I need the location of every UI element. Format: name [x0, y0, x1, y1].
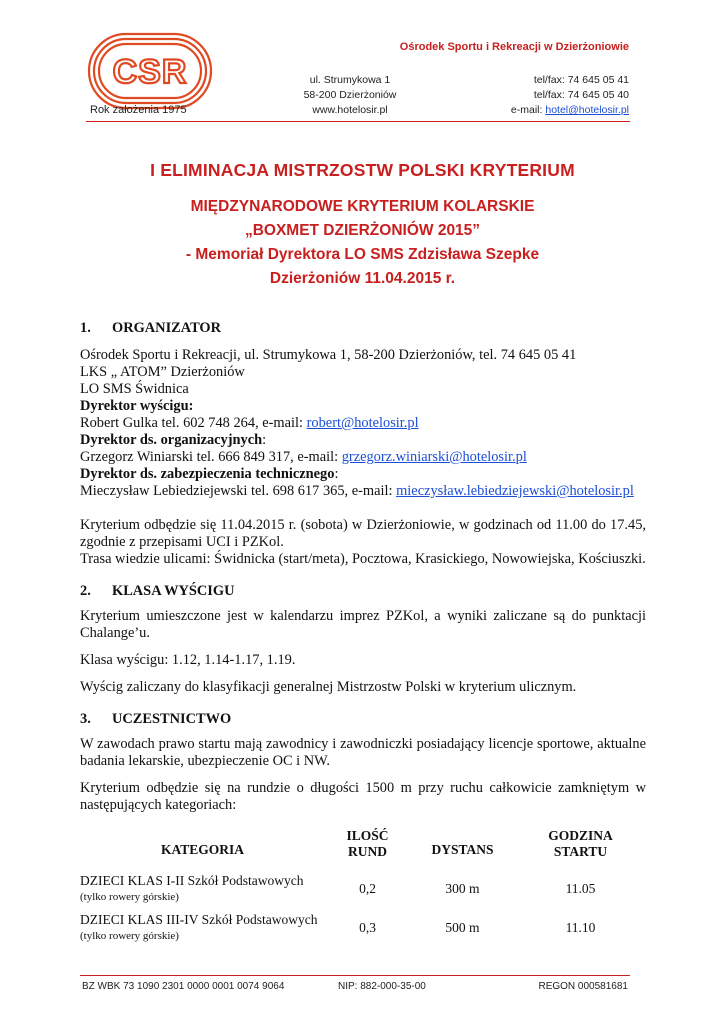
race-director-email[interactable]: robert@hotelosir.pl	[306, 415, 419, 431]
table-row	[80, 860, 646, 906]
table-header-row	[80, 828, 646, 860]
organizer-line: LO SMS Świdnica	[80, 381, 189, 397]
section-title: UCZESTNICTWO	[112, 711, 232, 727]
header-laps-line-1: ILOŚĆ	[346, 828, 389, 843]
row-category	[80, 906, 325, 946]
section-heading-class	[80, 583, 646, 600]
founded-year: Rok założenia 1975	[90, 104, 187, 116]
address-street: ul. Strumykowa 1	[309, 74, 391, 86]
header-category: KATEGORIA	[160, 842, 244, 857]
section-number: 2.	[80, 583, 91, 599]
participation-paragraph-1: W zawodach prawo startu mają zawodnicy i zawodniczki posiadający licencje sportowe, aktualne badania lekarskie, ubezpieczenie OC i NW.	[80, 736, 646, 769]
footer-bank-account: BZ WBK 73 1090 2301 0000 0001 0074 9064	[82, 981, 285, 992]
class-paragraph-1: Kryterium umieszczone jest w kalendarzu imprez PZKol, a wyniki zaliczane są do punktacji Chalange’u.	[80, 608, 646, 641]
footer-nip: NIP: 882-000-35-00	[338, 981, 426, 992]
table-row	[80, 906, 646, 946]
title-block	[80, 160, 645, 291]
race-date-paragraph: Kryterium odbędzie się 11.04.2015 r. (sobota) w Dzierżoniowie, w godzinach od 11.00 do 17.45, zgodnie z przepisami UCI i PZKol.	[80, 517, 646, 550]
class-paragraph-3: Wyścig zaliczany do klasyfikacji generalnej Mistrzostw Polski w kryterium ulicznym.	[80, 679, 577, 695]
row-distance: 500 m	[445, 920, 480, 935]
organizer-line: Ośrodek Sportu i Rekreacji, ul. Strumykowa 1, 58-200 Dzierżoniów, tel. 74 645 05 41	[80, 347, 577, 363]
categories-table	[80, 828, 646, 946]
document-body	[80, 320, 646, 946]
tech-director-email[interactable]: mieczysław.lebiedziejewski@hotelosir.pl	[396, 483, 634, 499]
label-colon: :	[262, 432, 267, 448]
row-category	[80, 860, 325, 906]
email-label: e-mail:	[510, 104, 546, 116]
section-number: 1.	[80, 320, 91, 336]
contact-text: Robert Gulka tel. 602 748 264, e-mail:	[80, 415, 307, 431]
subtitle-line-1: MIĘDZYNARODOWE KRYTERIUM KOLARSKIE	[190, 198, 535, 215]
footer-regon: REGON 000581681	[538, 981, 628, 992]
row-start-time: 11.10	[565, 920, 596, 935]
csr-logo	[86, 31, 214, 111]
org-director-contact	[80, 449, 646, 466]
header-time-line-2: STARTU	[553, 844, 608, 859]
subtitle-line-2: „BOXMET DZIERŻONIÓW 2015”	[244, 222, 481, 239]
email-line	[511, 103, 629, 118]
org-director-email[interactable]: grzegorz.winiarski@hotelosir.pl	[341, 449, 527, 465]
header-email-link[interactable]: hotel@hotelosir.pl	[545, 104, 629, 116]
section-heading-organizer	[80, 320, 646, 337]
website[interactable]: www.hotelosir.pl	[312, 104, 388, 116]
footer-divider	[80, 975, 630, 976]
header-laps-line-2: RUND	[348, 844, 387, 859]
contact-block	[511, 73, 629, 118]
org-director-label-line	[80, 432, 646, 449]
label-colon: :	[334, 466, 339, 482]
header-distance: DYSTANS	[431, 842, 494, 857]
logo-text: CSR	[112, 53, 188, 91]
address-block	[300, 73, 400, 118]
route-paragraph: Trasa wiedzie ulicami: Świdnicka (start/meta), Pocztowa, Krasickiego, Nowowiejska, Kościuszki.	[80, 551, 646, 567]
section-title: KLASA WYŚCIGU	[112, 583, 235, 599]
row-laps: 0,2	[359, 881, 376, 896]
class-paragraph-2: Klasa wyścigu: 1.12, 1.14-1.17, 1.19.	[80, 652, 296, 668]
address-city: 58-200 Dzierżoniów	[303, 89, 397, 101]
category-note: (tylko rowery górskie)	[80, 930, 179, 942]
header-start-time	[515, 828, 646, 860]
contact-text: Grzegorz Winiarski tel. 666 849 317, e-mail:	[80, 449, 342, 465]
organizer-line: LKS „ ATOM” Dzierżoniów	[80, 364, 245, 380]
organization-name: Ośrodek Sportu i Rekreacji w Dzierżoniowie	[399, 41, 629, 53]
contact-text: Mieczysław Lebiedziejewski tel. 698 617 365, e-mail:	[80, 483, 397, 499]
category-note: (tylko rowery górskie)	[80, 891, 179, 903]
row-distance: 300 m	[445, 881, 480, 896]
race-director-contact	[80, 415, 646, 432]
participation-paragraph-2: Kryterium odbędzie się na rundzie o długości 1500 m przy ruchu całkowicie zamkniętym w następujących kategoriach:	[80, 780, 646, 813]
section-heading-participation	[80, 711, 646, 728]
tech-director-label: Dyrektor ds. zabezpieczenia technicznego	[80, 466, 335, 482]
row-laps: 0,3	[359, 920, 376, 935]
row-start-time: 11.05	[565, 881, 596, 896]
header-time-line-1: GODZINA	[548, 828, 613, 843]
phone-2: tel/fax: 74 645 05 40	[533, 89, 629, 101]
phone-1: tel/fax: 74 645 05 41	[533, 74, 629, 86]
category-name: DZIECI KLAS I-II Szkół Podstawowych	[80, 873, 304, 888]
section-number: 3.	[80, 711, 91, 727]
subtitle-line-4: Dzierżoniów 11.04.2015 r.	[269, 270, 456, 287]
tech-director-label-line	[80, 466, 646, 483]
tech-director-contact	[80, 483, 646, 500]
org-director-label: Dyrektor ds. organizacyjnych	[80, 432, 263, 448]
subtitle-line-3: - Memoriał Dyrektora LO SMS Zdzisława Szepke	[185, 246, 540, 263]
header-divider	[86, 121, 630, 122]
main-title: I ELIMINACJA MISTRZOSTW POLSKI KRYTERIUM	[150, 160, 575, 180]
header-laps	[325, 828, 410, 860]
race-director-label: Dyrektor wyścigu:	[80, 398, 194, 414]
section-title: ORGANIZATOR	[112, 320, 222, 336]
category-name: DZIECI KLAS III-IV Szkół Podstawowych	[80, 912, 318, 927]
